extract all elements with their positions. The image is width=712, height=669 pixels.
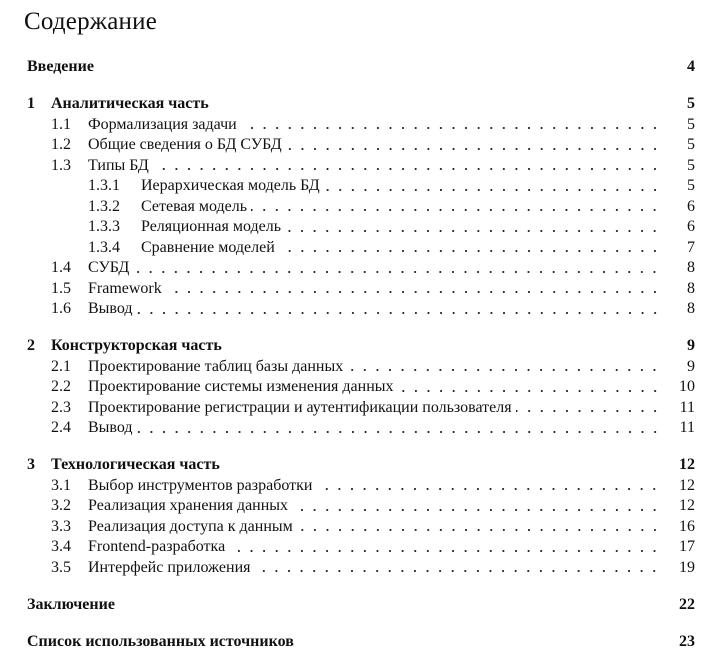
toc-entry-title: Иерархическая модель БД: [141, 177, 320, 194]
toc-entry-number: 1.4: [51, 259, 71, 276]
toc-entry-title: Технологическая часть: [51, 456, 220, 473]
toc-entry-number: 1.3.1: [88, 177, 120, 194]
dot-leader: [153, 167, 661, 171]
toc-entry-number: 3: [27, 456, 35, 473]
toc-section-entry[interactable]: [27, 336, 695, 357]
toc-entry-number: 3.4: [51, 538, 71, 555]
toc-entry-number: 2.3: [51, 398, 71, 416]
dot-leader: [347, 368, 661, 372]
toc-entry-page: 11: [679, 419, 695, 436]
toc-entry-title: Framework: [88, 279, 162, 297]
toc-entry-page: 9: [687, 337, 695, 354]
toc-entry-page: 8: [687, 279, 695, 297]
dot-leader: [137, 311, 661, 315]
toc-entry-title: Проектирование системы изменения данных: [88, 378, 394, 395]
toc-entry-page: 12: [679, 456, 695, 473]
toc-entry-page: 5: [687, 115, 695, 133]
toc-entry-number: 1.3.2: [88, 197, 120, 215]
toc-entry-page: 9: [687, 357, 695, 375]
dot-leader: [324, 188, 661, 192]
toc-entry-number: 1.2: [51, 136, 71, 153]
toc-entry-number: 2.2: [51, 378, 71, 395]
dot-leader: [285, 229, 661, 233]
toc-subsection-entry[interactable]: [27, 156, 695, 177]
dot-leader: [516, 409, 661, 413]
toc-entry-page: 12: [679, 497, 695, 514]
toc-entry-page: 4: [687, 58, 695, 75]
toc-entry-page: 19: [679, 558, 695, 576]
toc-entry-page: 23: [679, 632, 695, 650]
dot-leader: [292, 508, 661, 512]
toc-subsection-entry[interactable]: [27, 558, 695, 579]
toc-entry-title: Проектирование регистрации и аутентификации пользователя: [88, 398, 512, 416]
toc-entry-title: Реализация хранения данных: [88, 497, 289, 514]
toc-entry-title: Типы БД: [88, 156, 149, 174]
toc-entry-page: 17: [679, 538, 695, 555]
toc-entry-title: Выбор инструментов разработки: [88, 476, 313, 494]
dot-leader: [241, 126, 661, 130]
toc-subsection-entry[interactable]: [27, 517, 695, 538]
toc-entry-page: 22: [679, 595, 695, 613]
dot-leader: [251, 208, 661, 212]
toc-subsection-entry[interactable]: [27, 377, 695, 398]
toc-entry-title: Конструкторская часть: [51, 337, 222, 354]
toc-entry-page: 12: [679, 476, 695, 494]
dot-leader: [254, 569, 661, 573]
toc-section-entry[interactable]: [27, 94, 695, 115]
toc-entry-page: 7: [687, 238, 695, 256]
dot-leader: [279, 249, 661, 253]
toc-entry-title: Реляционная модель: [141, 218, 282, 235]
toc-entry-title: Введение: [27, 58, 94, 75]
dot-leader: [398, 389, 661, 393]
dot-leader: [297, 528, 661, 532]
toc-entry-number: 2: [27, 337, 35, 354]
toc-entry-page: 6: [687, 218, 695, 235]
toc-subsection-entry[interactable]: [27, 418, 695, 439]
toc-subsection-entry[interactable]: [27, 197, 695, 218]
toc-entry-title: Формализация задачи: [88, 115, 237, 133]
toc-section-entry[interactable]: [27, 595, 695, 616]
toc-entry-number: 3.1: [51, 476, 71, 494]
toc-entry-number: 2.1: [51, 357, 71, 375]
toc-entry-number: 2.4: [51, 419, 71, 436]
toc-entry-title: Список использованных источников: [27, 632, 294, 650]
toc-entry-number: 1.3.3: [88, 218, 120, 235]
toc-entry-page: 5: [687, 156, 695, 174]
toc-subsection-entry[interactable]: [27, 176, 695, 197]
toc-entry-number: 1.1: [51, 115, 71, 133]
toc-subsection-entry[interactable]: [27, 258, 695, 279]
toc-entry-page: 5: [687, 95, 695, 112]
toc-entry-page: 8: [687, 300, 695, 317]
toc-entry-number: 3.2: [51, 497, 71, 514]
toc-entry-page: 10: [679, 378, 695, 395]
toc-section-entry[interactable]: [27, 455, 695, 476]
toc-subsection-entry[interactable]: [27, 496, 695, 517]
page-title: Содержание: [24, 8, 157, 35]
toc-subsection-entry[interactable]: [27, 537, 695, 558]
toc-entry-title: Frontend-разработка: [88, 538, 226, 555]
dot-leader: [133, 270, 661, 274]
toc-subsection-entry[interactable]: [27, 299, 695, 320]
toc-entry-page: 6: [687, 197, 695, 215]
toc-entry-number: 1.5: [51, 279, 71, 297]
toc-entry-title: Общие сведения о БД СУБД: [88, 136, 282, 153]
toc-entry-title: СУБД: [88, 259, 130, 276]
toc-entry-number: 1.6: [51, 300, 71, 317]
toc-entry-number: 3.5: [51, 558, 71, 576]
toc-entry-title: Вывод: [88, 419, 133, 436]
dot-leader: [137, 430, 661, 434]
toc-subsection-entry[interactable]: [27, 398, 695, 419]
dot-leader: [166, 290, 661, 294]
table-of-contents: [27, 57, 695, 652]
toc-entry-title: Проектирование таблиц базы данных: [88, 357, 344, 375]
toc-subsection-entry[interactable]: [27, 357, 695, 378]
toc-entry-title: Заключение: [27, 595, 115, 613]
toc-entry-page: 11: [679, 398, 695, 416]
toc-entry-title: Сетевая модель: [141, 197, 248, 215]
toc-entry-title: Вывод: [88, 300, 133, 317]
toc-subsection-entry[interactable]: [27, 279, 695, 300]
toc-entry-title: Аналитическая часть: [51, 95, 209, 112]
toc-entry-title: Интерфейс приложения: [88, 558, 251, 576]
toc-entry-page: 16: [679, 517, 695, 535]
toc-entry-page: 8: [687, 259, 695, 276]
toc-subsection-entry[interactable]: [27, 115, 695, 136]
toc-subsection-entry[interactable]: [27, 217, 695, 238]
dot-leader: [286, 147, 661, 151]
toc-entry-title: Реализация доступа к данным: [88, 517, 293, 535]
toc-entry-number: 1.3: [51, 156, 71, 174]
toc-subsection-entry[interactable]: [27, 476, 695, 497]
toc-entry-title: Сравнение моделей: [141, 238, 275, 256]
toc-section-entry[interactable]: [27, 57, 695, 78]
toc-entry-number: 1: [27, 95, 35, 112]
dot-leader: [316, 487, 661, 491]
dot-leader: [229, 549, 661, 553]
toc-entry-number: 3.3: [51, 517, 71, 535]
toc-section-entry[interactable]: [27, 632, 695, 653]
toc-subsection-entry[interactable]: [27, 238, 695, 259]
toc-entry-page: 5: [687, 136, 695, 153]
toc-subsection-entry[interactable]: [27, 135, 695, 156]
toc-entry-page: 5: [687, 177, 695, 194]
toc-entry-number: 1.3.4: [88, 238, 120, 256]
